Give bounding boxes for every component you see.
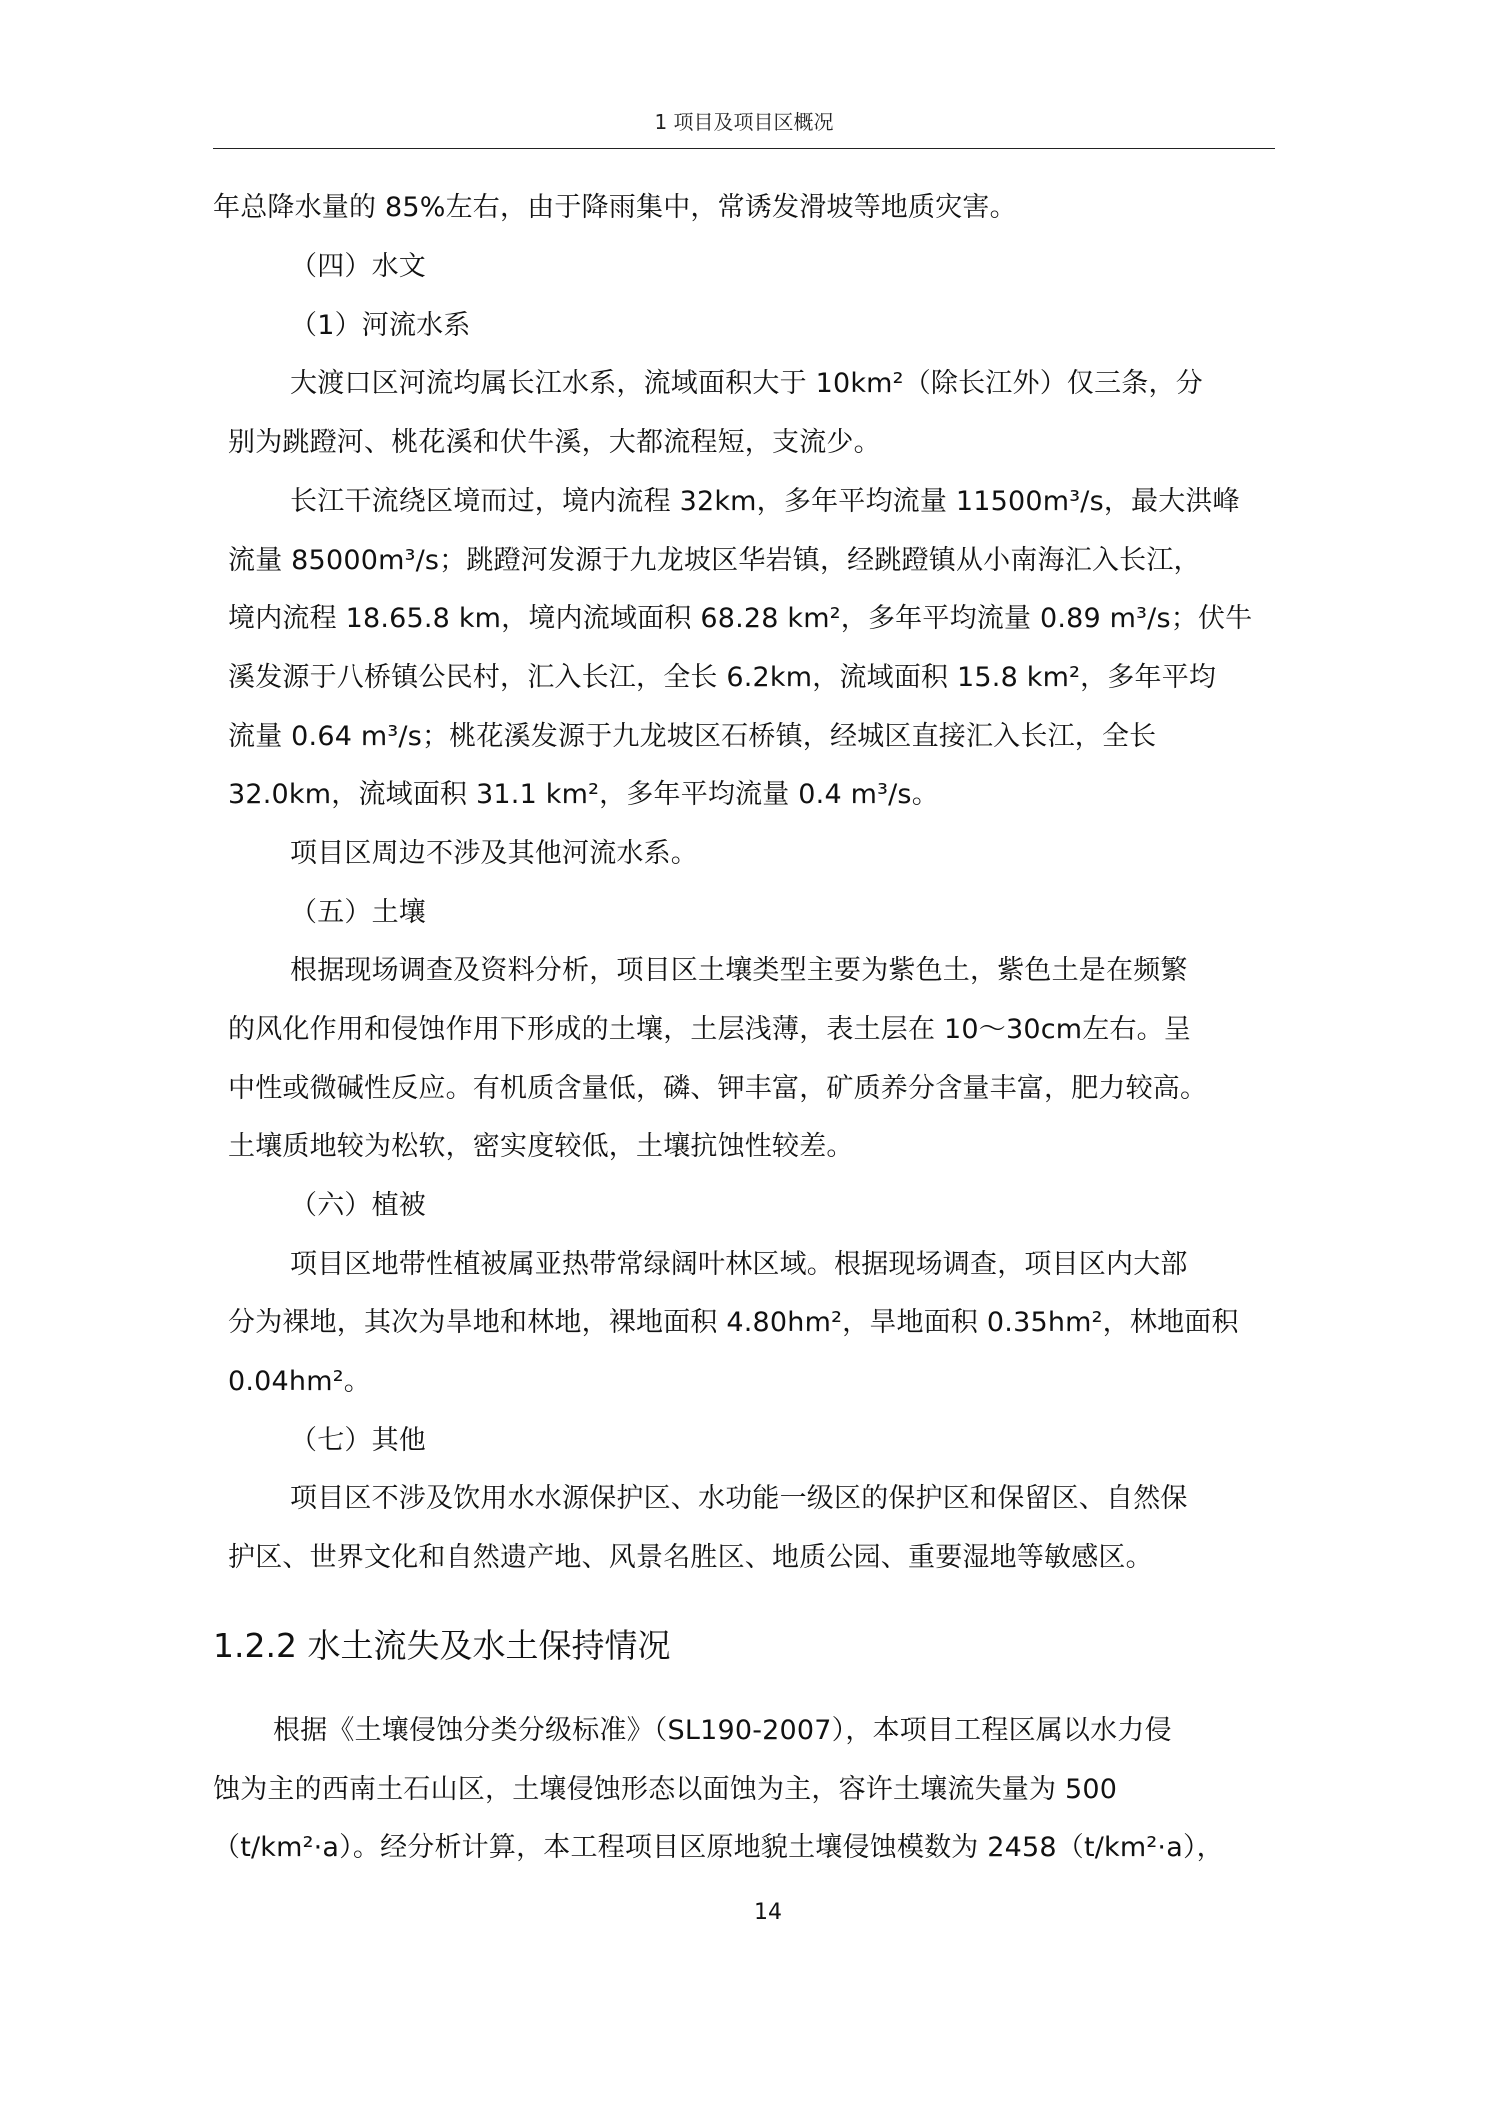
body-line: 年总降水量的 85%左右，由于降雨集中，常诱发滑坡等地质灾害。	[213, 192, 1017, 223]
body-line: （七）其他	[290, 1425, 426, 1456]
page-header: 1 项目及项目区概况	[654, 110, 834, 134]
body-line: （t/km²·a）。经分析计算，本工程项目区原地貌土壤侵蚀模数为 2458（t/km²·a），	[213, 1832, 1224, 1863]
section-heading: 1.2.2 水土流失及水土保持情况	[213, 1626, 671, 1665]
body-line: （四）水文	[290, 251, 426, 282]
body-line: （1）河流水系	[290, 310, 471, 341]
body-line: 别为跳蹬河、桃花溪和伏牛溪，大都流程短，支流少。	[228, 427, 881, 458]
body-line: 的风化作用和侵蚀作用下形成的土壤，土层浅薄，表土层在 10～30cm左右。呈	[228, 1014, 1192, 1045]
body-line: 中性或微碱性反应。有机质含量低，磷、钾丰富，矿质养分含量丰富，肥力较高。	[228, 1073, 1208, 1104]
body-line: 溪发源于八桥镇公民村，汇入长江，全长 6.2km，流域面积 15.8 km²，多年平均	[228, 662, 1217, 693]
header-divider	[213, 148, 1275, 149]
body-line: 护区、世界文化和自然遗产地、风景名胜区、地质公园、重要湿地等敏感区。	[228, 1542, 1153, 1573]
body-line: 根据现场调查及资料分析，项目区土壤类型主要为紫色土，紫色土是在频繁	[290, 955, 1188, 986]
body-line: 流量 0.64 m³/s；桃花溪发源于九龙坡区石桥镇，经城区直接汇入长江，全长	[228, 721, 1157, 752]
body-line: 大渡口区河流均属长江水系，流域面积大于 10km²（除长江外）仅三条，分	[290, 368, 1203, 399]
body-line: 项目区地带性植被属亚热带常绿阔叶林区域。根据现场调查，项目区内大部	[290, 1249, 1188, 1280]
body-line: 项目区周边不涉及其他河流水系。	[290, 838, 698, 869]
body-line: 蚀为主的西南土石山区，土壤侵蚀形态以面蚀为主，容许土壤流失量为 500	[213, 1774, 1118, 1805]
body-line: 分为裸地，其次为旱地和林地，裸地面积 4.80hm²，旱地面积 0.35hm²，林地面积	[228, 1307, 1239, 1338]
page-number: 14	[754, 1900, 782, 1925]
body-line: 流量 85000m³/s；跳蹬河发源于九龙坡区华岩镇，经跳蹬镇从小南海汇入长江，	[228, 545, 1201, 576]
body-line: 32.0km，流域面积 31.1 km²，多年平均流量 0.4 m³/s。	[228, 779, 939, 810]
body-line: 项目区不涉及饮用水水源保护区、水功能一级区的保护区和保留区、自然保	[290, 1483, 1188, 1514]
body-line: （五）土壤	[290, 897, 426, 928]
body-line: 根据《土壤侵蚀分类分级标准》（SL190-2007），本项目工程区属以水力侵	[273, 1715, 1172, 1746]
body-line: 0.04hm²。	[228, 1366, 371, 1397]
body-line: （六）植被	[290, 1190, 426, 1221]
body-line: 境内流程 18.65.8 km，境内流域面积 68.28 km²，多年平均流量 0.89 m³/s；伏牛	[228, 603, 1253, 634]
body-line: 土壤质地较为松软，密实度较低，土壤抗蚀性较差。	[228, 1131, 854, 1162]
body-line: 长江干流绕区境而过，境内流程 32km，多年平均流量 11500m³/s，最大洪峰	[290, 486, 1240, 517]
